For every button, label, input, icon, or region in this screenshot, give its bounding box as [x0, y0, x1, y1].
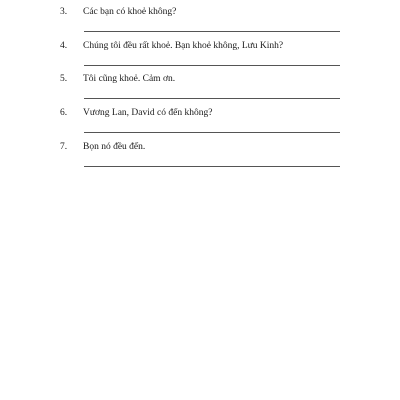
answer-line	[84, 166, 340, 167]
list-item	[0, 107, 400, 141]
list-item	[0, 73, 400, 107]
answer-line	[84, 98, 340, 99]
item-number: 7.	[60, 142, 68, 152]
answer-line	[84, 65, 340, 66]
list-item	[0, 40, 400, 74]
item-sentence: Bọn nó đều đến.	[83, 142, 146, 152]
item-sentence: Vương Lan, David có đến không?	[83, 108, 213, 118]
answer-line	[84, 132, 340, 133]
item-sentence: Các bạn có khoẻ không?	[83, 7, 177, 17]
item-number: 4.	[60, 41, 68, 51]
item-number: 3.	[60, 7, 68, 17]
item-sentence: Chúng tôi đều rất khoẻ. Bạn khoẻ không, Lưu Kinh?	[83, 41, 284, 51]
item-number: 6.	[60, 108, 68, 118]
answer-line	[84, 31, 340, 32]
item-number: 5.	[60, 74, 68, 84]
list-item	[0, 141, 400, 175]
list-item	[0, 6, 400, 40]
item-sentence: Tôi cũng khoẻ. Cảm ơn.	[83, 74, 176, 84]
